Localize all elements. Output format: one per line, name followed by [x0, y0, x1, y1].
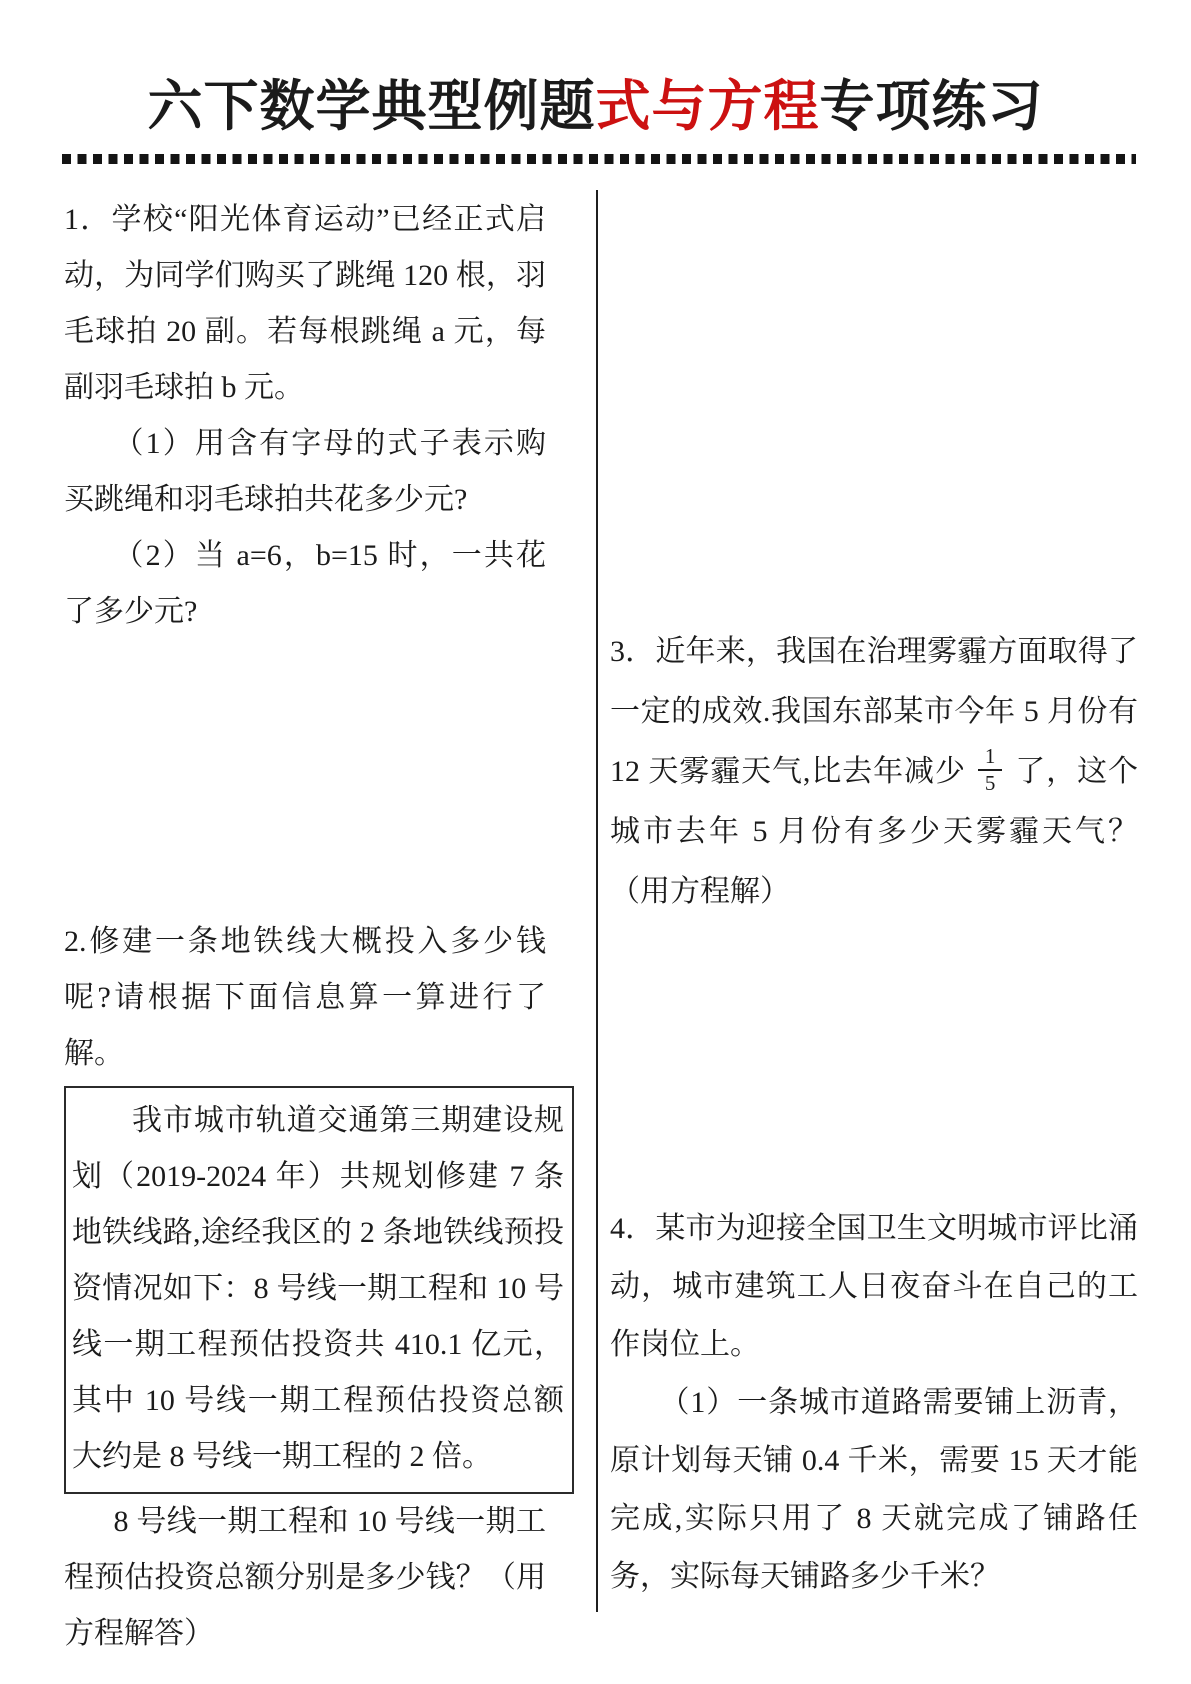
problem-3-text-after: 了，这个城市去年 5 月份有多少天雾霾天气？（用方程解）	[610, 755, 1138, 908]
dotted-separator	[62, 154, 1136, 164]
problem-1-part-2: （2）当 a=6，b=15 时，一共花了多少元?	[64, 539, 546, 628]
problem-2-info-box	[64, 1086, 574, 1494]
problem-1-part-1: （1）用含有字母的式子表示购买跳绳和羽毛球拍共花多少元?	[64, 427, 546, 516]
problem-3-text-before: 3．近年来，我国在治理雾霾方面取得了一定的成效.我国东部某市今年 5 月份有 12 天雾霾天气,比去年减少	[610, 635, 1138, 788]
left-column	[64, 192, 578, 1662]
problem-4-stem: 4．某市为迎接全国卫生文明城市评比涌动，城市建筑工人日夜奋斗在自己的工作岗位上。	[610, 1212, 1138, 1361]
spacer	[64, 640, 578, 914]
column-divider	[596, 190, 598, 1612]
fraction-numerator: 1	[978, 745, 1003, 771]
fraction-one-fifth	[978, 745, 1003, 795]
problem-2-intro: 2.修建一条地铁线大概投入多少钱呢?请根据下面信息算一算进行了解。	[64, 925, 546, 1070]
title-prefix: 六下数学典型例题	[147, 75, 596, 137]
spacer	[610, 192, 1138, 622]
title-suffix: 专项练习	[819, 75, 1044, 137]
fraction-denominator: 5	[984, 771, 996, 796]
problem-2-box-text: 我市城市轨道交通第三期建设规划（2019-2024 年）共规划修建 7 条地铁线路,途经我区的 2 条地铁线预投资情况如下：8 号线一期工程和 10 号线一期工程预估投资共 410.1 亿元，其中 10 号线一期工程预估投资总额大约是 8 号线一期工程的 2 倍。	[72, 1104, 564, 1473]
problem-4-part-1: （1）一条城市道路需要铺上沥青，原计划每天铺 0.4 千米，需要 15 天才能完成,实际只用了 8 天就完成了铺路任务，实际每天铺路多少千米？	[610, 1386, 1138, 1593]
problem-2-question: 8 号线一期工程和 10 号线一期工程预估投资总额分别是多少钱？（用方程解答）	[64, 1505, 546, 1650]
spacer	[610, 922, 1138, 1200]
problem-1-stem: 1．学校“阳光体育运动”已经正式启动，为同学们购买了跳绳 120 根，羽毛球拍 20 副。若每根跳绳 a 元，每副羽毛球拍 b 元。	[64, 203, 546, 404]
title-highlight: 式与方程	[595, 75, 820, 137]
page-title	[0, 66, 1191, 146]
right-column	[610, 192, 1138, 1606]
problem-3-text	[610, 622, 1138, 922]
